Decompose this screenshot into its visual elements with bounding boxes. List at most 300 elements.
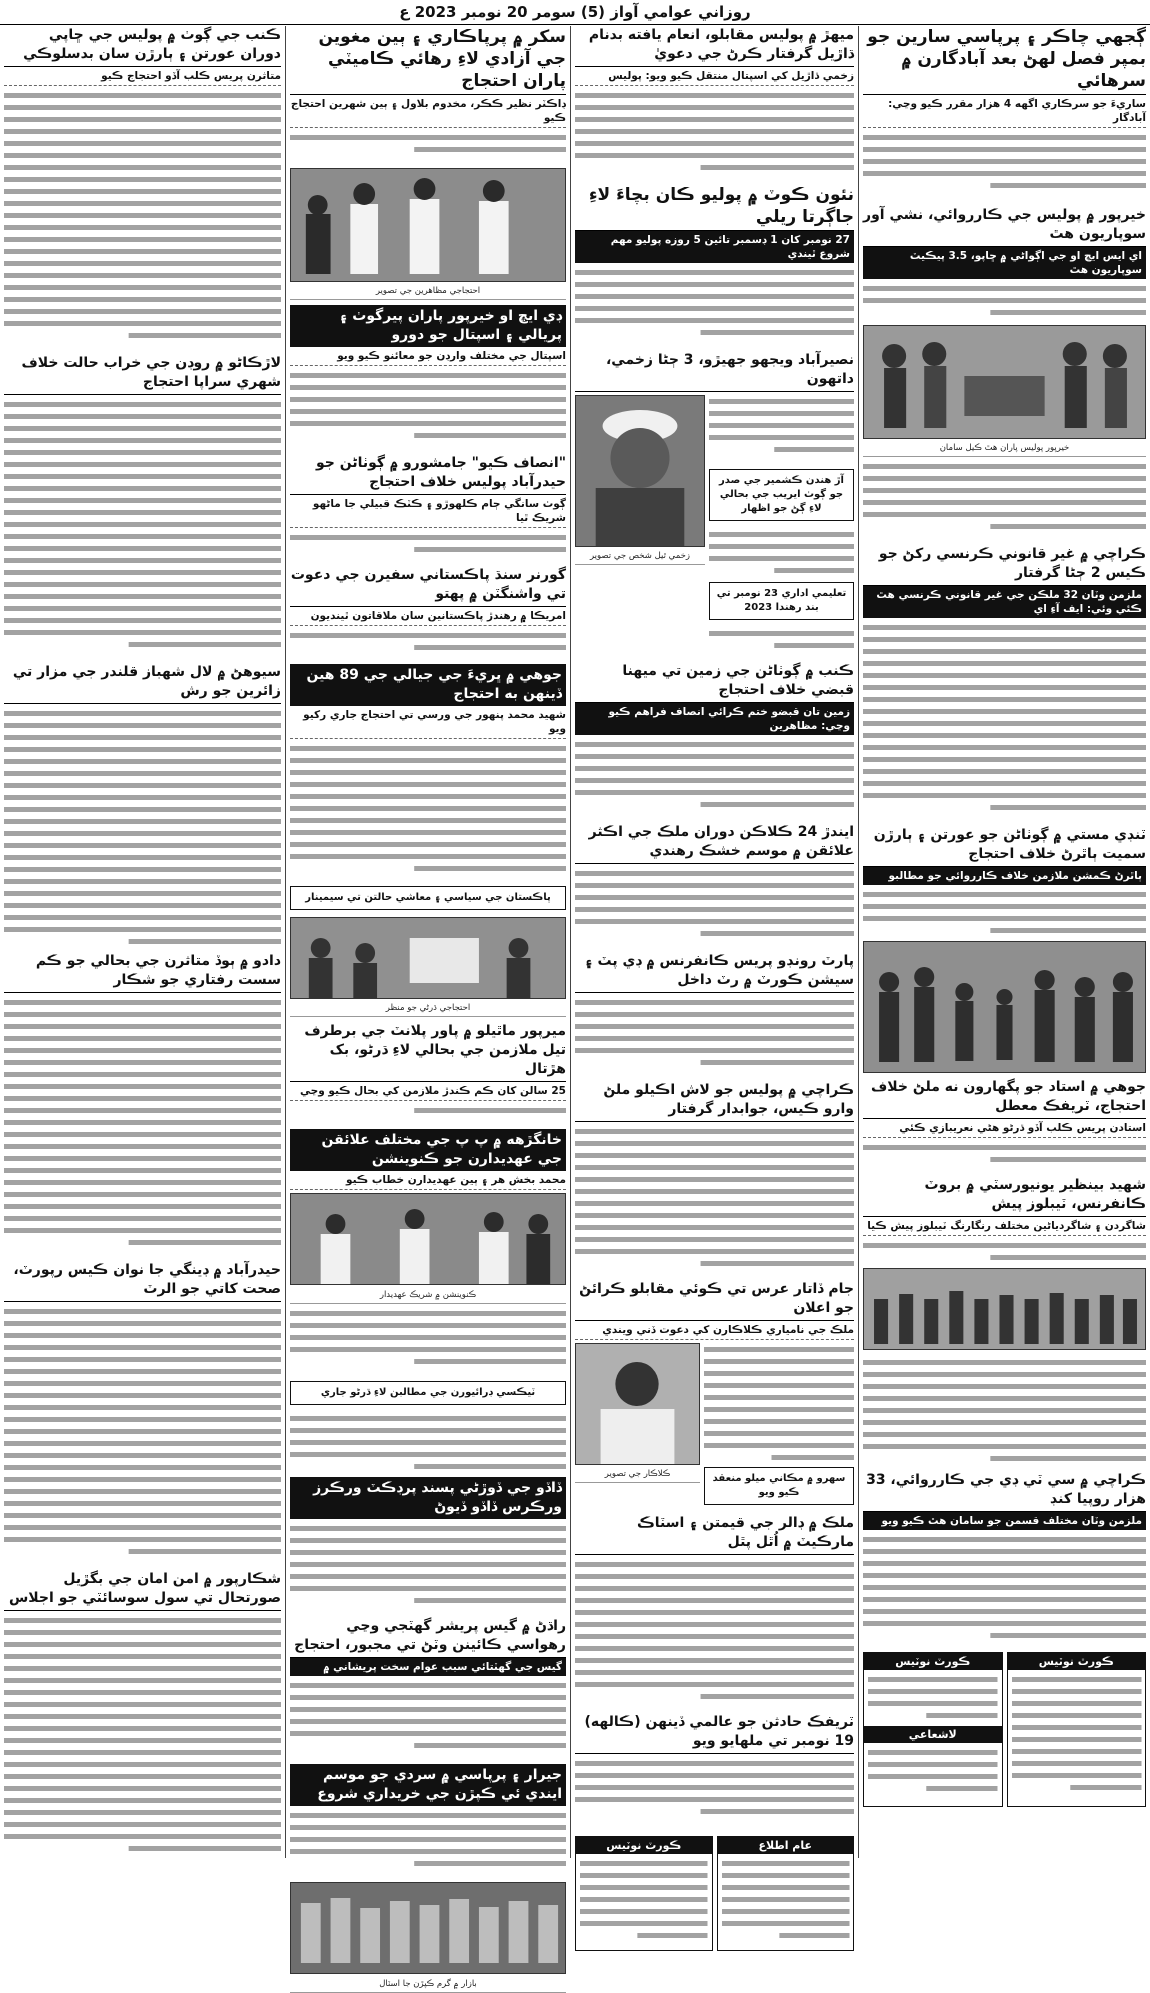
text-line (863, 745, 1146, 750)
text-line (575, 141, 854, 146)
text-line (4, 570, 281, 575)
notice-heading: ڪورٽ نوٽيس (864, 1653, 1002, 1670)
text-line (4, 735, 281, 740)
article-body (863, 1353, 1146, 1466)
text-lines (868, 1746, 998, 1802)
text-line (4, 1822, 281, 1827)
text-lines (863, 460, 1146, 540)
notices-row (575, 1832, 854, 1955)
article (575, 184, 854, 346)
text-line (990, 1255, 1146, 1260)
text-line (290, 782, 566, 787)
text-line (580, 1909, 708, 1914)
news-photo (575, 1343, 700, 1465)
text-line (704, 1419, 854, 1424)
text-lines (863, 621, 1146, 821)
text-line (4, 819, 281, 824)
text-line (575, 895, 854, 900)
text-line (4, 1453, 281, 1458)
text-line (290, 830, 566, 835)
text-line (4, 783, 281, 788)
text-line (4, 1690, 281, 1695)
headline: حيدرآباد ۾ ڊينگي جا نوان ڪيس رپورٽ، صحت کاتي جو الرٽ (4, 1261, 281, 1302)
text-line (575, 1622, 854, 1627)
text-line (863, 1609, 1146, 1614)
text-line (704, 1383, 854, 1388)
text-line (4, 438, 281, 443)
text-line (4, 1666, 281, 1671)
article-body (709, 525, 854, 578)
text-line (4, 1120, 281, 1125)
subheadline: ملزمن وٽان 32 ملڪن جي غير قانوني ڪرنسي هٿ ڪئي وئي: ايف آءِ اي (863, 586, 1146, 618)
text-line (4, 1060, 281, 1065)
text-line (290, 1731, 566, 1736)
text-line (290, 1452, 566, 1457)
article-body (863, 1530, 1146, 1643)
headline: شڪارپور ۾ امن امان جي بگڙيل صورتحال تي سول سوسائٽي جو اجلاس (4, 1570, 281, 1611)
text-line (4, 93, 281, 98)
photo-caption: احتجاجي ڌرڻي جو منظر (290, 1002, 566, 1017)
text-line (4, 1168, 281, 1173)
headline: ڊي ايڇ او خيرپور پاران پيرگوٺ ۽ پريالي ۽ اسپتال جو دورو (290, 305, 566, 347)
text-lines (575, 996, 854, 1076)
info-box: تعليمي اداري 23 نومبر تي بند رهندا 2023 (709, 582, 854, 620)
article-body (863, 1236, 1146, 1265)
text-line (4, 1381, 281, 1386)
text-line (1012, 1701, 1142, 1706)
text-line (575, 1562, 854, 1567)
text-line (704, 1395, 854, 1400)
text-line (4, 261, 281, 266)
photo-block (575, 392, 705, 657)
text-line (4, 1321, 281, 1326)
text-lines (290, 1307, 566, 1377)
text-line (4, 807, 281, 812)
headline: خيرپور ۾ پوليس جي ڪارروائي، نشي آور سوپاريون هٿ (863, 206, 1146, 247)
subheadline: ملڪ جي نامياري ڪلاڪارن کي دعوت ڏني ويندي (575, 1321, 854, 1340)
article (863, 1176, 1146, 1466)
notices-row (863, 1648, 1146, 1811)
text-line (4, 1156, 281, 1161)
article (4, 952, 281, 1256)
text-line (701, 1060, 854, 1065)
text-line (575, 1670, 854, 1675)
text-line (290, 758, 566, 763)
text-line (290, 535, 566, 540)
article (863, 826, 1146, 1073)
article-body (863, 885, 1146, 938)
text-line (575, 1012, 854, 1017)
article-text-block (709, 392, 854, 657)
text-line (4, 1525, 281, 1530)
text-line (290, 794, 566, 799)
notice-heading: ڪورٽ نوٽيس (1008, 1653, 1146, 1670)
text-line (4, 546, 281, 551)
article-body (4, 993, 281, 1256)
text-line (701, 931, 854, 936)
text-line (701, 1809, 854, 1814)
text-line (575, 1610, 854, 1615)
text-line (575, 790, 854, 795)
article-body (704, 1340, 854, 1463)
text-line (290, 770, 566, 775)
text-lines (290, 1679, 566, 1759)
text-line (4, 273, 281, 278)
article-row (575, 392, 854, 657)
text-lines (863, 131, 1146, 201)
article (290, 664, 566, 1017)
headline: خانگڙهه ۾ پ پ جي مختلف علائقن جي عهديدارن جو ڪنوينشن (290, 1129, 566, 1171)
photo-block (575, 1340, 700, 1509)
text-line (4, 1786, 281, 1791)
text-line (868, 1689, 998, 1694)
article-row (575, 1340, 854, 1509)
text-line (4, 462, 281, 467)
text-line (863, 1621, 1146, 1626)
text-line (4, 249, 281, 254)
text-line (4, 1180, 281, 1185)
text-line (4, 711, 281, 716)
text-line (701, 1694, 854, 1699)
text-line (575, 1000, 854, 1005)
text-line (863, 298, 1146, 303)
text-line (4, 771, 281, 776)
text-line (1012, 1677, 1142, 1682)
headline: جوهي ۾ ڀريءَ جي جيالي جي 89 هين ڏينهن به احتجاج (290, 664, 566, 706)
text-line (290, 806, 566, 811)
article-body (290, 1519, 566, 1612)
column-4 (0, 26, 285, 1858)
article-body (290, 1101, 566, 1124)
text-line (1012, 1773, 1142, 1778)
text-line (863, 1360, 1146, 1365)
text-line (4, 534, 281, 539)
article (4, 1570, 281, 1864)
text-line (863, 1396, 1146, 1401)
subheadline: شاگردن ۽ شاگردياڻين مختلف رنگارنگ ٽيبلوز پيش ڪيا (863, 1217, 1146, 1236)
notice-heading: عام اطلاع (718, 1837, 854, 1854)
text-line (575, 294, 854, 299)
article-body (863, 618, 1146, 821)
text-line (290, 409, 566, 414)
text-line (722, 1897, 850, 1902)
text-line (4, 1477, 281, 1482)
text-line (4, 606, 281, 611)
headline: ڪراچي ۾ سي ٽي ڊي جي ڪارروائي، 33 هزار روپيا کنڊ (863, 1471, 1146, 1512)
text-line (4, 165, 281, 170)
text-line (4, 1630, 281, 1635)
text-line (4, 759, 281, 764)
court-notice (575, 1836, 713, 1951)
text-lines (4, 996, 281, 1256)
text-line (863, 171, 1146, 176)
text-lines (290, 1104, 566, 1124)
text-line (704, 1347, 854, 1352)
article (575, 1081, 854, 1275)
article (863, 206, 1146, 540)
text-line (863, 661, 1146, 666)
subheadline: استادن پريس ڪلب آڏو ڌرڻو هڻي نعريبازي ڪئي (863, 1119, 1146, 1138)
article (290, 566, 566, 659)
article-body (4, 86, 281, 349)
text-lines (863, 1533, 1146, 1643)
text-line (709, 556, 854, 561)
text-line (414, 547, 566, 552)
text-line (290, 1707, 566, 1712)
text-line (414, 147, 566, 152)
text-line (129, 333, 281, 338)
text-line (4, 1357, 281, 1362)
text-lines (290, 629, 566, 659)
text-line (863, 625, 1146, 630)
notice-heading: ڪورٽ نوٽيس (576, 1837, 712, 1854)
text-line (575, 1682, 854, 1687)
text-line (4, 1012, 281, 1017)
text-line (290, 1825, 566, 1830)
text-line (774, 447, 854, 452)
text-line (863, 1537, 1146, 1542)
text-line (4, 402, 281, 407)
text-line (414, 1464, 566, 1469)
text-line (129, 1240, 281, 1245)
subheadline: گيس جي گهٽتائي سبب عوام سخت پريشاني ۾ (290, 1658, 566, 1676)
article-body (709, 392, 854, 465)
text-line (575, 1048, 854, 1053)
text-line (290, 1428, 566, 1433)
photo-caption: خيرپور پوليس پاران هٿ ڪيل سامان (863, 442, 1146, 457)
court-notice (1007, 1652, 1147, 1807)
text-line (4, 903, 281, 908)
text-line (4, 498, 281, 503)
text-line (704, 1431, 854, 1436)
headline: لاڙڪاڻو ۾ روڊن جي خراب حالت خلاف شهري سراپا احتجاج (4, 354, 281, 395)
subheadline: شهيد محمد پنهور جي ورسي تي احتجاج جاري رکيو ويو (290, 706, 566, 739)
text-line (290, 1440, 566, 1445)
text-line (4, 1204, 281, 1209)
text-line (1070, 1785, 1141, 1790)
subheadline: ملزمن وٽان مختلف قسمن جو سامان هٿ ڪيو ويو (863, 1512, 1146, 1530)
public-notice (717, 1836, 855, 1951)
text-line (4, 1144, 281, 1149)
article (290, 454, 566, 561)
text-line (704, 1359, 854, 1364)
text-line (4, 1369, 281, 1374)
text-lines (863, 1356, 1146, 1466)
text-line (4, 1309, 281, 1314)
text-line (863, 512, 1146, 517)
text-line (4, 927, 281, 932)
text-line (4, 1810, 281, 1815)
text-line (4, 510, 281, 515)
text-line (129, 642, 281, 647)
text-line (575, 1797, 854, 1802)
text-line (290, 854, 566, 859)
text-line (575, 1773, 854, 1778)
text-line (4, 1393, 281, 1398)
article-body (575, 263, 854, 346)
text-line (990, 183, 1146, 188)
article-body (4, 395, 281, 658)
text-lines (290, 369, 566, 449)
text-line (722, 1861, 850, 1866)
text-line (4, 867, 281, 872)
text-lines (863, 888, 1146, 938)
headline: گورنر سنڌ پاڪستاني سفيرن جي دعوت تي واشنگٽن ۾ پهتو (290, 566, 566, 607)
text-line (722, 1885, 850, 1890)
article (290, 305, 566, 449)
text-line (863, 793, 1146, 798)
text-lines (722, 1857, 850, 1947)
text-line (926, 1786, 997, 1791)
text-line (575, 883, 854, 888)
text-line (4, 630, 281, 635)
article-text-block (290, 739, 566, 914)
headline: ڪنب ۾ ڳوٺاڻن جي زمين تي ميهنا قبضي خلاف احتجاج (575, 662, 854, 703)
news-photo (863, 1268, 1146, 1350)
notice-heading: لاشعاعي (864, 1726, 1002, 1743)
article (863, 1471, 1146, 1643)
text-line (863, 1243, 1146, 1248)
text-lines (863, 1141, 1146, 1171)
article-body (575, 1754, 854, 1827)
article (4, 1261, 281, 1565)
article (290, 1764, 566, 1993)
headline: ميرپور ماٿيلو ۾ پاور پلانٽ جي برطرف تيل ملازمن جي بحالي لاءِ ڌرڻو، بک هڙتال (290, 1022, 566, 1082)
text-line (4, 309, 281, 314)
text-line (575, 93, 854, 98)
text-line (290, 385, 566, 390)
text-line (290, 1813, 566, 1818)
text-line (4, 141, 281, 146)
text-line (575, 270, 854, 275)
text-line (1012, 1761, 1142, 1766)
text-line (863, 733, 1146, 738)
text-line (774, 643, 854, 648)
article-body (575, 1122, 854, 1275)
text-line (4, 618, 281, 623)
text-line (863, 1585, 1146, 1590)
text-line (863, 1384, 1146, 1389)
text-line (4, 1834, 281, 1839)
article-body (575, 1555, 854, 1708)
text-line (637, 1933, 707, 1938)
text-line (290, 633, 566, 638)
text-line (863, 286, 1146, 291)
text-line (709, 399, 854, 404)
text-line (4, 1513, 281, 1518)
notice-body (864, 1670, 1002, 1726)
text-line (863, 1145, 1146, 1150)
text-line (290, 421, 566, 426)
text-line (4, 1084, 281, 1089)
photo-caption: زخمي ٿيل شخص جي تصوير (575, 550, 705, 565)
text-line (575, 105, 854, 110)
article-body (290, 1304, 566, 1377)
subheadline: زخمي ڌاڙيل کي اسپتال منتقل ڪيو ويو: پوليس (575, 67, 854, 86)
headline: راڌڻ ۾ گيس پريشر گهٽجي وڃي رهواسي ڪائينن وٽڻ تي مجبور، احتجاج (290, 1617, 566, 1658)
text-lines (4, 398, 281, 658)
text-line (290, 397, 566, 402)
text-lines (575, 89, 854, 179)
text-line (4, 723, 281, 728)
subheadline: 27 نومبر کان 1 ڊسمبر تائين 5 روزه پوليو مهم شروع ٿيندي (575, 231, 854, 263)
text-line (4, 486, 281, 491)
text-line (863, 649, 1146, 654)
article (863, 1078, 1146, 1171)
text-line (414, 1359, 566, 1364)
text-line (290, 1562, 566, 1567)
text-line (4, 153, 281, 158)
headline: جيرار ۽ پرپاسي ۾ سردي جو موسم ايندي ئي ڪپڙن جي خريداري شروع (290, 1764, 566, 1806)
text-line (290, 1837, 566, 1842)
headline: "انصاف ڪيو" جامشورو ۾ ڳوٺاڻن جو حيدرآباد پوليس خلاف احتجاج (290, 454, 566, 495)
column-1 (858, 26, 1150, 1858)
text-line (709, 423, 854, 428)
text-line (722, 1873, 850, 1878)
text-line (575, 1177, 854, 1182)
text-line (290, 1347, 566, 1352)
text-line (129, 939, 281, 944)
text-line (4, 1678, 281, 1683)
text-line (4, 558, 281, 563)
article (575, 1514, 854, 1708)
text-line (414, 1598, 566, 1603)
news-photo (290, 1882, 566, 1974)
article-body (575, 86, 854, 179)
text-line (4, 522, 281, 527)
text-line (4, 747, 281, 752)
text-line (1012, 1713, 1142, 1718)
photo-caption: ڪنوينشن ۾ شريڪ عهديدار (290, 1288, 566, 1304)
text-line (4, 1762, 281, 1767)
info-box: پاڪستان جي سياسي ۽ معاشي حالتن تي سيمينار (290, 886, 566, 910)
text-line (575, 1761, 854, 1766)
notice-body (1008, 1670, 1146, 1806)
subheadline: امريڪا ۾ رهندڙ پاڪستانين سان ملاقاتون ٿينديون (290, 607, 566, 626)
text-line (863, 721, 1146, 726)
text-line (4, 1750, 281, 1755)
text-line (414, 1108, 566, 1113)
subheadline: محمد بخش هر ۽ ٻين عهديدارن خطاب ڪيو (290, 1171, 566, 1190)
text-line (863, 697, 1146, 702)
text-line (414, 433, 566, 438)
headline: ملڪ ۾ ڊالر جي قيمتن ۽ اسٽاڪ مارڪيٽ ۾ اُٿل پٿل (575, 1514, 854, 1555)
text-line (4, 1465, 281, 1470)
text-line (575, 1024, 854, 1029)
text-line (863, 500, 1146, 505)
text-line (709, 544, 854, 549)
text-line (863, 916, 1146, 921)
text-line (414, 1743, 566, 1748)
text-line (575, 754, 854, 759)
text-line (4, 1441, 281, 1446)
text-line (709, 435, 854, 440)
text-line (863, 147, 1146, 152)
text-line (863, 1549, 1146, 1554)
text-line (4, 129, 281, 134)
text-line (863, 892, 1146, 897)
headline: ڳجهي چاڪر ۽ پرپاسي سارين جو بمپر فصل لهڻ بعد آبادگارن ۾ سرهائي (863, 26, 1146, 95)
text-line (4, 831, 281, 836)
headline: ٽريفڪ حادثن جو عالمي ڏينهن (ڪالهه) 19 نومبر تي ملهايو ويو (575, 1713, 854, 1754)
photo-caption: ڪلاڪار جي تصوير (575, 1468, 700, 1483)
text-line (575, 1237, 854, 1242)
text-line (868, 1701, 998, 1706)
text-line (290, 1719, 566, 1724)
text-line (4, 189, 281, 194)
text-line (575, 778, 854, 783)
text-line (4, 843, 281, 848)
